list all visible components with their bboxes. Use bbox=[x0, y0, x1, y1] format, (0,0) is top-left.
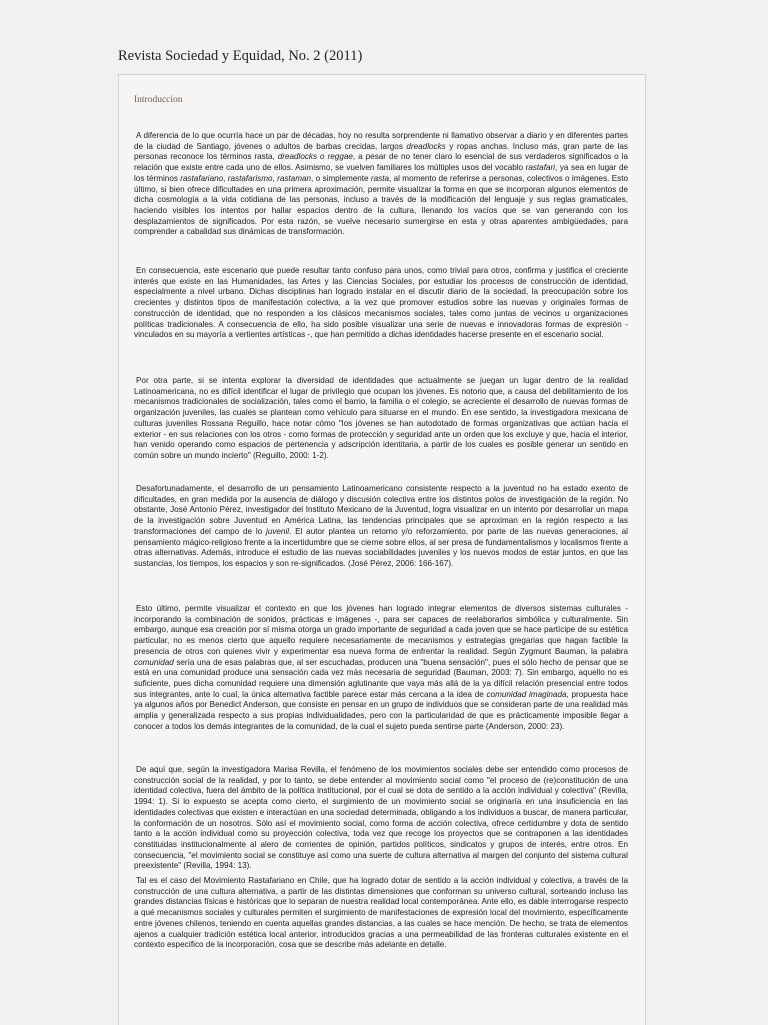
italic-term: dreadlocks bbox=[406, 141, 446, 151]
document-frame bbox=[118, 74, 646, 1025]
italic-term: juvenil bbox=[266, 526, 290, 536]
paragraph-7 bbox=[134, 876, 628, 951]
paragraph-4 bbox=[134, 484, 628, 570]
text-run: , al momento de referirse a personas, colectivos o imágenes. Esto último, si bien ofrece dificultades en una primera aproximación, permite visualizar la forma en que se incorporan algunos elementos de dicha cosmología a la vida cotidiana de las personas, incluso a través de la modificación del lenguaje y sus reglas gramaticales, haciendo visibles los intentos por hallar espacios dentro de la cultura, llenando los vacíos que se van generando con los desplazamientos de significados. Por esta razón, se vuelve necesario sumergirse en esta y otras aparentes ambigüedades, para comprender a cabalidad sus dinámicas de transformación. bbox=[134, 173, 629, 237]
italic-term: comunidad bbox=[134, 657, 174, 667]
section-title: Introduccion bbox=[134, 95, 183, 105]
text-run: En consecuencia, este escenario que puede resultar tanto confuso para unos, como trivial para otros, confirma y justifica el creciente interés que existe en las Humanidades, las Artes y las Ciencias Sociales, por estudiar los procesos de construcción de identidad, especialmente a nivel urbano. Dichas disciplinas han logrado instalar en el discutir diario de la sociedad, la preocupación sobre los crecientes y distintos tipos de manifestación colectiva, a la vez que promover estudios sobre las nuevas y originales formas de construcción de identidad, que no responden a los clásicos mecanismos sociales, tales como juntas de vecinos u organizaciones políticas tradicionales. A consecuencia de ello, ha sido posible visualizar una serie de nuevas e innovadoras formas de expresión - vinculados en su mayoría a vertientes artísticas -, que han permitido a dichas identidades hacerse presente en el escenario social. bbox=[134, 266, 628, 340]
italic-term: comunidad imaginada bbox=[486, 689, 567, 699]
journal-header: Revista Sociedad y Equidad, No. 2 (2011) bbox=[118, 48, 363, 64]
italic-term: rasta bbox=[370, 173, 389, 183]
text-run: Tal es el caso del Movimiento Rastafariano en Chile, que ha logrado dotar de sentido a la acción individual y colectiva, a través de la construcción de una cultura alternativa, a partir de las distintas dimensiones que conforman su universo cultural, sorteando incluso las grandes distancias físicas e históricas que lo separan de nuestra realidad local contemporánea. Ante ello, es dable interrogarse respecto a qué mecanismos sociales y culturales permiten el surgimiento de manifestaciones de expresión local del movimiento, específicamente entre jóvenes chilenos, teniendo en cuenta aquellas grandes distancias, a las cuales se hace mención. De hecho, se trata de elementos ajenos a cualquier tradición estética local anterior, introducidos gracias a una permeabilidad de las fronteras culturales existente en el contexto específico de la incorporación, cosa que se describe más adelante en detalle. bbox=[134, 876, 628, 950]
text-run: y ropas anchas. Incluso más, gran parte de las personas reconoce los términos rasta, bbox=[134, 141, 628, 162]
paragraph-3 bbox=[134, 376, 628, 462]
text-run: , o simplemente bbox=[311, 173, 371, 183]
text-run: , ya sea en lugar de los términos bbox=[134, 163, 628, 183]
italic-term: rastafari bbox=[525, 163, 555, 173]
italic-term: rastafariano bbox=[180, 173, 224, 183]
text-run: A diferencia de lo que ocurría hace un par de décadas, hoy no resulta sorprendente ni llamativo observar a diario y en diferentes partes de la ciudad de Santiago, jóvenes o adultos de barbas crecidas, largos bbox=[134, 131, 628, 151]
text-run: sería una de esas palabras que, al ser escuchadas, producen una "buena sensación", pues el sólo hecho de pensar que se está en una comunidad produce una sensación cada vez más necesaria de seguridad (Bauman, 2003: 7). Sin embargo, aquello no es suficiente, pues dicha comunidad requiere una dimensión aglutinante que vaya más allá de la ya difícil relación presencial entre todos sus integrantes, ante lo cual, la única alternativa factible parece estar más cercana a la idea de bbox=[134, 657, 628, 699]
italic-term: dreadlocks o reggae bbox=[277, 152, 353, 162]
paragraph-2 bbox=[134, 266, 628, 341]
text-run: , bbox=[223, 173, 228, 183]
text-run: , bbox=[272, 173, 278, 183]
text-run: . El autor plantea un retorno y/o reforzamiento, por parte de las nuevas generaciones, al pensamiento mágico-religioso frente a la incertidumbre que se cierne sobre ellos, al ser presa de fundamentalismos y localismos frente a otras alternativas. Además, introduce el estudio de las nuevas sociabilidades juveniles y los nuevos modos de estar juntos, en que las sustancias, los tiempos, los espacios y son re-significados. (José Pérez, 2006: 166-167). bbox=[134, 526, 628, 568]
text-run: De aquí que, según la investigadora Marisa Revilla, el fenómeno de los movimientos sociales debe ser entendido como procesos de construcción social de la realidad, y por lo tanto, se debe entender al movimiento social como "el proceso de (re)constitución de una identidad colectiva, fuera del ámbito de la política institucional, por el cual se dota de sentido a la acción individual y colectiva" (Revilla, 1994: 1). Si lo expuesto se acepta como cierto, el surgimiento de un movimiento social se originaría en una insuficiencia en las identidades colectivas que existen e interactúan en una sociedad determinada, obligando a los individuos a buscar, de manera particular, la conformación de un nosotros. Sólo así el movimiento social, como forma de acción colectiva, ofrece certidumbre y dota de sentido tanto a la acción individual como su proyección colectiva, toda vez que recoge los proyectos que se contraponen a las identidades constituidas institucionalmente al alero de corrientes de opinión, partidos políticos, sindicatos y grupos de interés, entre otros. En consecuencia, "el movimiento social se constituye así como una suerte de cultura alternativa al margen del conjunto del sistema cultural preexistente" (Revilla, 1994: 13). bbox=[134, 765, 628, 871]
text-run: , a pesar de no tener claro lo esencial de sus verdaderos significados o la relación que existe entre cada uno de ellos. Asimismo, se vuelven familiares los múltiples usos del vocablo bbox=[134, 152, 629, 173]
paragraph-6 bbox=[134, 765, 628, 872]
text-run: Desafortunadamente, el desarrollo de un pensamiento Latinoamericano consistente respecto a la juventud no ha estado exento de dificultades, en gran medida por la ausencia de diálogo y discusión colectiva entre los distintos polos de investigación de la región. No obstante, José Antonio Pérez, investigador del Instituto Mexicano de la Juventud, logra visualizar en un intento por desarrollar un mapa de la investigación sobre Juventud en América Latina, las tendencias principales que se aproximan en la región respecto a las transformaciones del campo de lo bbox=[134, 484, 628, 536]
text-run: Por otra parte, si se intenta explorar la diversidad de identidades que actualmente se juegan un lugar dentro de la realidad Latinoamericana, no es difícil identificar el lugar de privilegio que ocupan los jóvenes. Es notorio que, a causa del debilitamiento de los mecanismos tradicionales de socialización, tales como el barrio, la familia o el colegio, se acreciente el desarrollo de nuevas formas de organización juveniles, las cuales se plantean como vehículo para situarse en el mundo. En ese sentido, la investigadora mexicana de culturas juveniles Rossana Reguillo, hace notar cómo "los jóvenes se han autodotado de formas organizativas que actúan hacia el exterior - en sus relaciones con los otros - como formas de protección y seguridad ante un orden que los excluye y que, hacia el interior, han venido operando como espacios de pertenencia y adscripción identitaria, a partir de los cuales es posible generar un sentido en común sobre un mundo incierto" (Reguillo, 2000: 1-2). bbox=[134, 376, 628, 460]
italic-term: rastaman bbox=[277, 173, 311, 183]
paragraph-1 bbox=[134, 131, 628, 238]
text-run: , propuesta hace ya algunos años por Benedict Anderson, que consiste en pensar en un grupo de individuos que se consideran parte de una realidad más amplia y generalizada respecto a sus propias individualidades, pero con la particularidad de que es prácticamente imposible llegar a conocer a todos los demás integrantes de la comunidad, de la cual el sujeto pueda sentirse parte (Anderson, 2000: 23). bbox=[134, 689, 629, 731]
italic-term: rastafarismo bbox=[227, 173, 273, 183]
text-run: Esto último, permite visualizar el contexto en que los jóvenes han logrado integrar elementos de diversos sistemas culturales - incorporando la combinación de sonidos, prácticas e imágenes -, para ser capaces de reelaborarlos simbólica y culturalmente. Sin embargo, aunque esa creación por sí misma otorga un grado importante de seguridad a cada joven que se hace partícipe de su estética particular, no es menos cierto que aquello requiere necesariamente de mecanismos y estrategias gregarias que hagan factible la presencia de otros con quienes vivir y experimentar esa nueva forma de enfrentar la realidad. Según Zygmunt Bauman, la palabra bbox=[134, 604, 628, 656]
paragraph-5 bbox=[134, 604, 628, 732]
